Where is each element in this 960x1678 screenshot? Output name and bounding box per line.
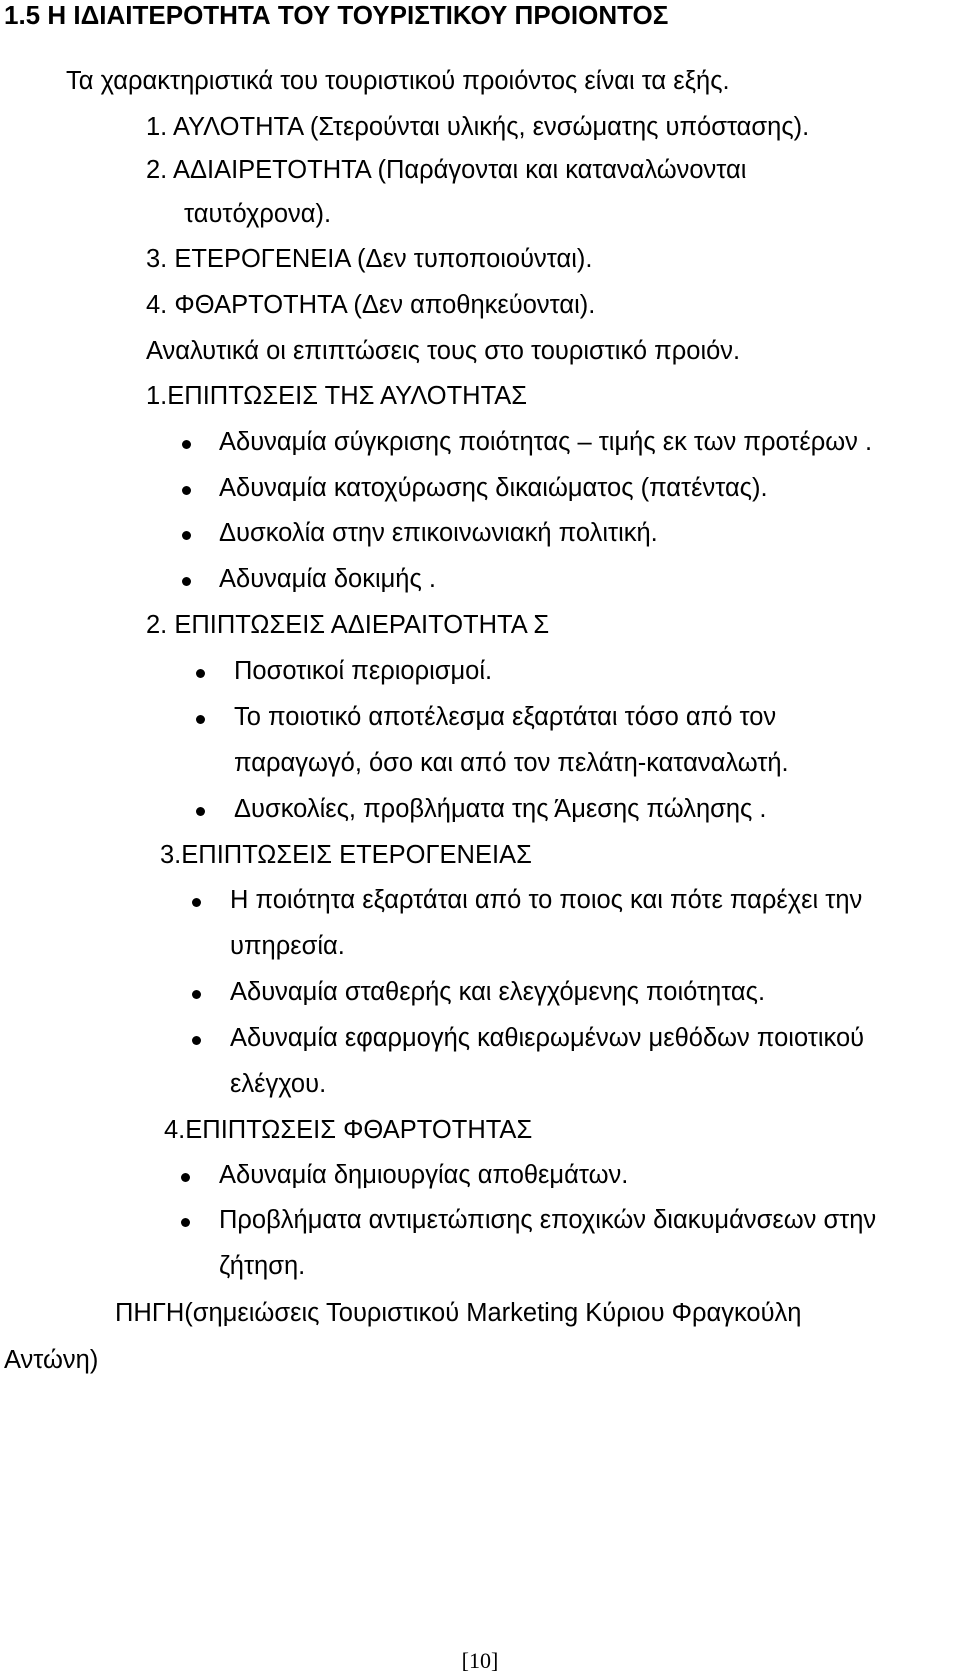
list-item-continuation: ελέγχου.: [230, 1070, 327, 1098]
bullet-icon: [196, 807, 205, 816]
bullet-icon: [196, 669, 205, 678]
characteristic-item: 3. ΕΤΕΡΟΓΕΝΕΙΑ (Δεν τυποποιούνται).: [146, 245, 593, 273]
section-heading: 1.ΕΠΙΠΤΩΣΕΙΣ ΤΗΣ ΑΥΛΟΤΗΤΑΣ: [146, 382, 528, 410]
bullet-icon: [196, 715, 205, 724]
source-line: Αντώνη): [4, 1346, 99, 1374]
list-item: Αδυναμία κατοχύρωσης δικαιώματος (πατέντας).: [219, 474, 768, 502]
section-title: 1.5 Η ΙΔΙΑΙΤΕΡΟΤΗΤΑ ΤΟΥ ΤΟΥΡΙΣΤΙΚΟΥ ΠΡΟΙΟΝΤΟΣ: [4, 0, 669, 30]
list-item-continuation: παραγωγό, όσο και από τον πελάτη-καταναλωτή.: [234, 749, 789, 777]
bullet-icon: [192, 1036, 201, 1045]
intro-text: Τα χαρακτηριστικά του τουριστικού προιόντος είναι τα εξής.: [66, 67, 730, 95]
characteristic-item: 1. ΑΥΛΟΤΗΤΑ (Στερούνται υλικής, ενσώματης υπόστασης).: [146, 113, 810, 141]
analysis-intro: Αναλυτικά οι επιπτώσεις τους στο τουριστικό προιόν.: [146, 337, 741, 365]
list-item: Αδυναμία σταθερής και ελεγχόμενης ποιότητας.: [230, 978, 766, 1006]
source-line: ΠΗΓΗ(σημειώσεις Τουριστικού Marketing Κύριου Φραγκούλη: [115, 1299, 802, 1327]
bullet-icon: [182, 486, 191, 495]
list-item: Αδυναμία δοκιμής .: [219, 565, 436, 593]
list-item-continuation: υπηρεσία.: [230, 932, 345, 960]
list-item: Αδυναμία δημιουργίας αποθεμάτων.: [219, 1161, 629, 1189]
characteristic-item: 4. ΦΘΑΡΤΟΤΗΤΑ (Δεν αποθηκεύονται).: [146, 291, 596, 319]
list-item: Το ποιοτικό αποτέλεσμα εξαρτάται τόσο από τον: [234, 703, 777, 731]
section-heading: 3.ΕΠΙΠΤΩΣΕΙΣ ΕΤΕΡΟΓΕΝΕΙΑΣ: [160, 841, 532, 869]
bullet-icon: [182, 440, 191, 449]
list-item: Αδυναμία σύγκρισης ποιότητας – τιμής εκ των προτέρων .: [219, 428, 873, 456]
section-heading: 2. ΕΠΙΠΤΩΣΕΙΣ ΑΔΙΕΡΑΙΤΟΤΗΤΑ Σ: [146, 611, 550, 639]
bullet-icon: [181, 1173, 190, 1182]
list-item: Ποσοτικοί περιορισμοί.: [234, 657, 493, 685]
page-number: [10]: [461, 1648, 499, 1673]
section-heading: 4.ΕΠΙΠΤΩΣΕΙΣ ΦΘΑΡΤΟΤΗΤΑΣ: [164, 1116, 533, 1144]
characteristic-item: 2. ΑΔΙΑΙΡΕΤΟΤΗΤΑ (Παράγονται και καταναλώνονται: [146, 156, 747, 184]
bullet-icon: [182, 531, 191, 540]
bullet-icon: [181, 1218, 190, 1227]
list-item-continuation: ζήτηση.: [219, 1252, 306, 1280]
list-item: Η ποιότητα εξαρτάται από το ποιος και πότε παρέχει την: [230, 886, 863, 914]
list-item: Δυσκολία στην επικοινωνιακή πολιτική.: [219, 519, 658, 547]
characteristic-continuation: ταυτόχρονα).: [184, 200, 332, 228]
bullet-icon: [192, 898, 201, 907]
list-item: Αδυναμία εφαρμογής καθιερωμένων μεθόδων ποιοτικού: [230, 1024, 865, 1052]
bullet-icon: [192, 990, 201, 999]
list-item: Προβλήματα αντιμετώπισης εποχικών διακυμάνσεων στην: [219, 1206, 877, 1234]
bullet-icon: [182, 577, 191, 586]
list-item: Δυσκολίες, προβλήματα της Άμεσης πώλησης .: [234, 795, 767, 823]
